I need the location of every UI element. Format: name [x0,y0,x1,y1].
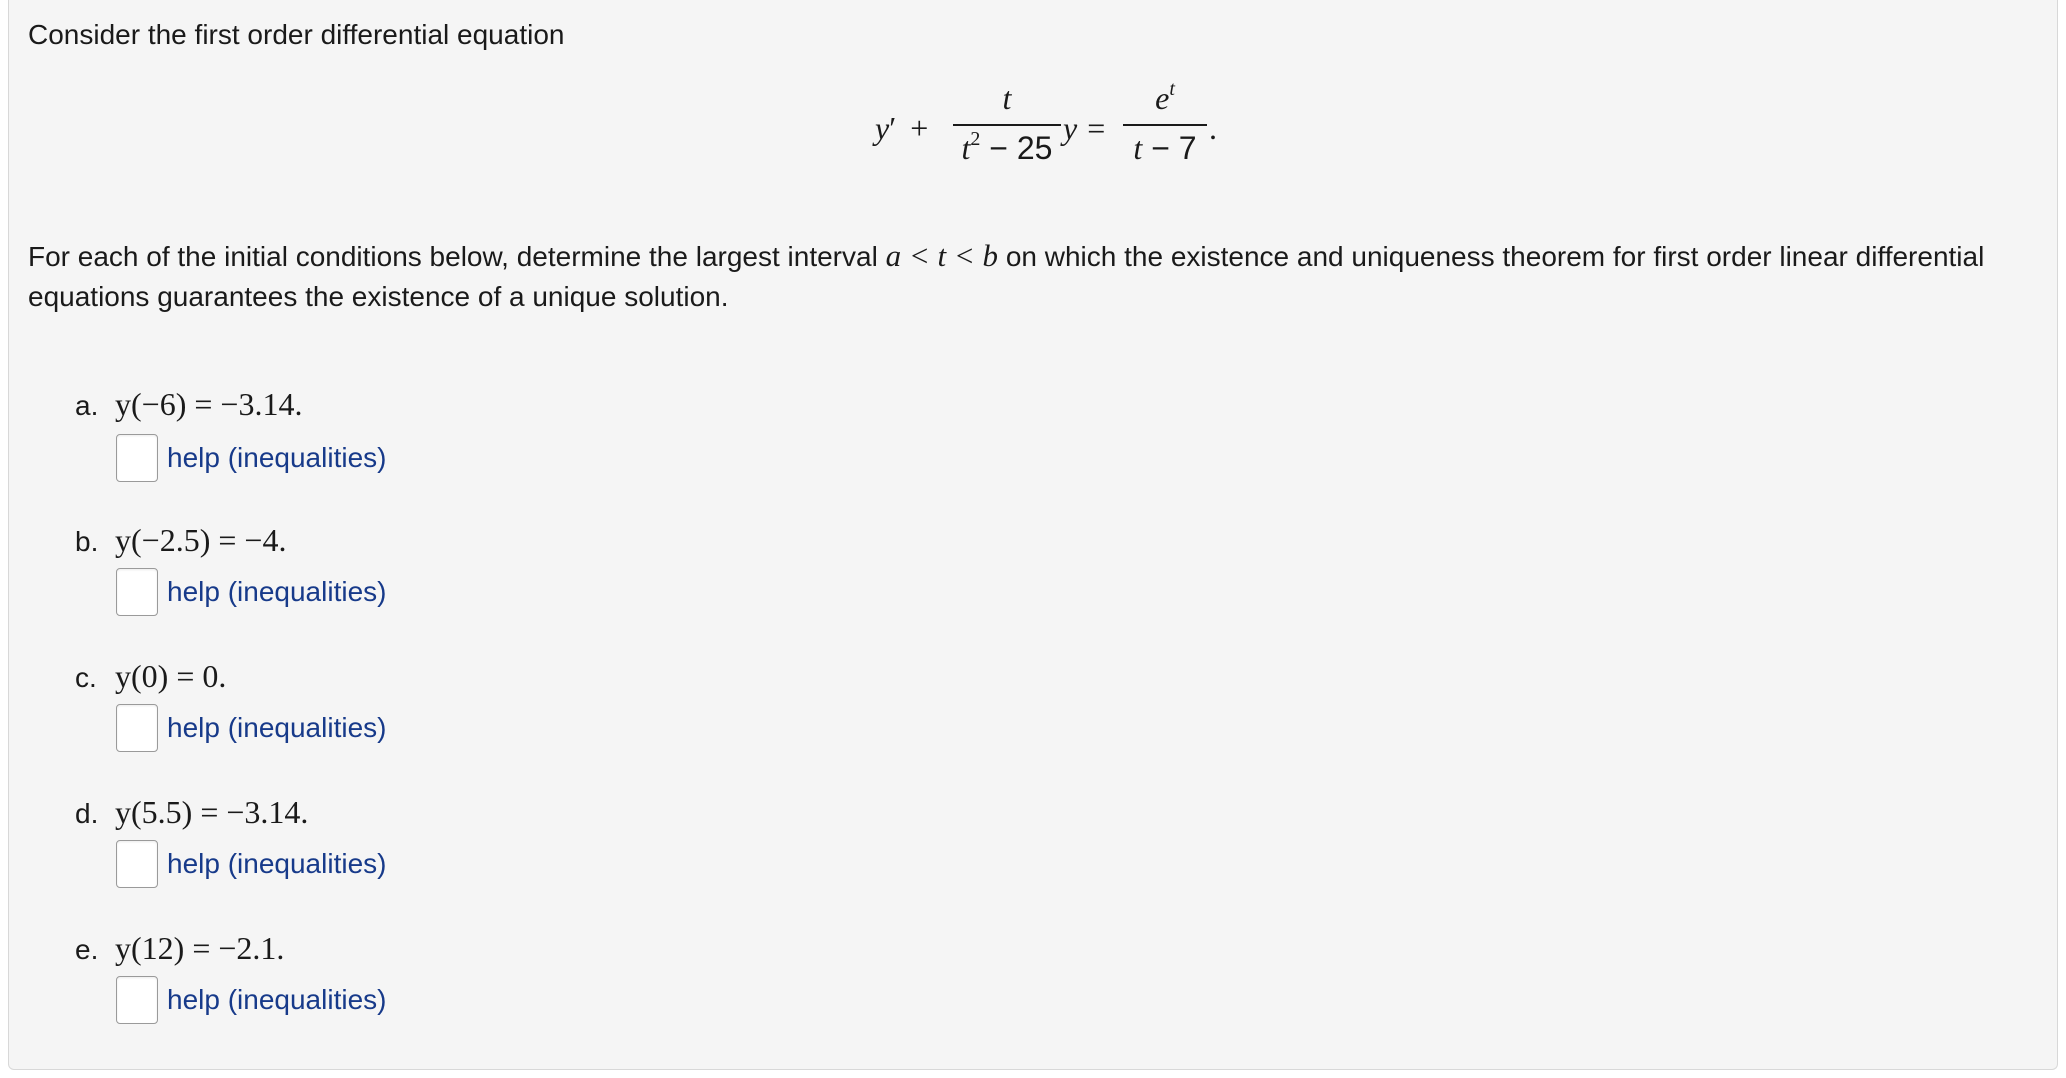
answer-input-c[interactable] [116,704,158,752]
eq-lhs-y: y [875,110,890,146]
eq-frac1-denominator: $t^2 - 25$ [961,128,1053,166]
initial-condition: y(5.5) = −3.14. [115,794,309,830]
initial-condition: y(−2.5) = −4. [115,522,287,558]
eq-y: y [1063,110,1078,146]
item-b [75,520,386,618]
eq-plus: + [910,110,929,146]
initial-condition: y(12) = −2.1. [115,930,285,966]
help-inequalities-link-d[interactable]: help (inequalities) [167,848,387,879]
item-letter: c. [75,662,97,693]
help-inequalities-link-c[interactable]: help (inequalities) [167,712,387,743]
answer-input-e[interactable] [116,976,158,1024]
eq-frac2-bar [1123,124,1207,126]
eq-frac1-bar [953,124,1061,126]
item-e [75,928,386,1026]
intro-text: Consider the first order differential equation [28,19,565,50]
item-letter: e. [75,934,99,965]
initial-condition: y(−6) = −3.14. [115,386,303,422]
help-inequalities-link-e[interactable]: help (inequalities) [167,984,387,1015]
item-letter: b. [75,526,99,557]
answer-input-d[interactable] [116,840,158,888]
problem-card [8,0,2058,1070]
help-inequalities-link-b[interactable]: help (inequalities) [167,576,387,607]
instructions: For each of the initial conditions below, determine the largest interval a < t < b on which the existence and uniqueness theorem for first order linear differential equations guarantees the existence of a unique solution. [28,238,1985,312]
item-letter: a. [75,390,99,421]
eq-frac1-numerator: t [1002,80,1012,116]
help-inequalities-link-a[interactable]: help (inequalities) [167,442,387,473]
item-d [75,792,386,890]
eq-equals: = [1087,110,1106,146]
eq-period: . [1209,110,1217,146]
item-c [75,656,386,754]
item-letter: d. [75,798,99,829]
interval-expression: a < t < b [885,238,999,273]
eq-frac2-numerator: $e^t$ [1155,78,1175,116]
eq-prime: ′ [889,110,897,146]
answer-input-b[interactable] [116,568,158,616]
initial-condition: y(0) = 0. [115,658,227,694]
eq-frac2-denominator: t − 7 [1133,130,1197,166]
answer-input-a[interactable] [116,434,158,482]
item-a [75,384,386,484]
